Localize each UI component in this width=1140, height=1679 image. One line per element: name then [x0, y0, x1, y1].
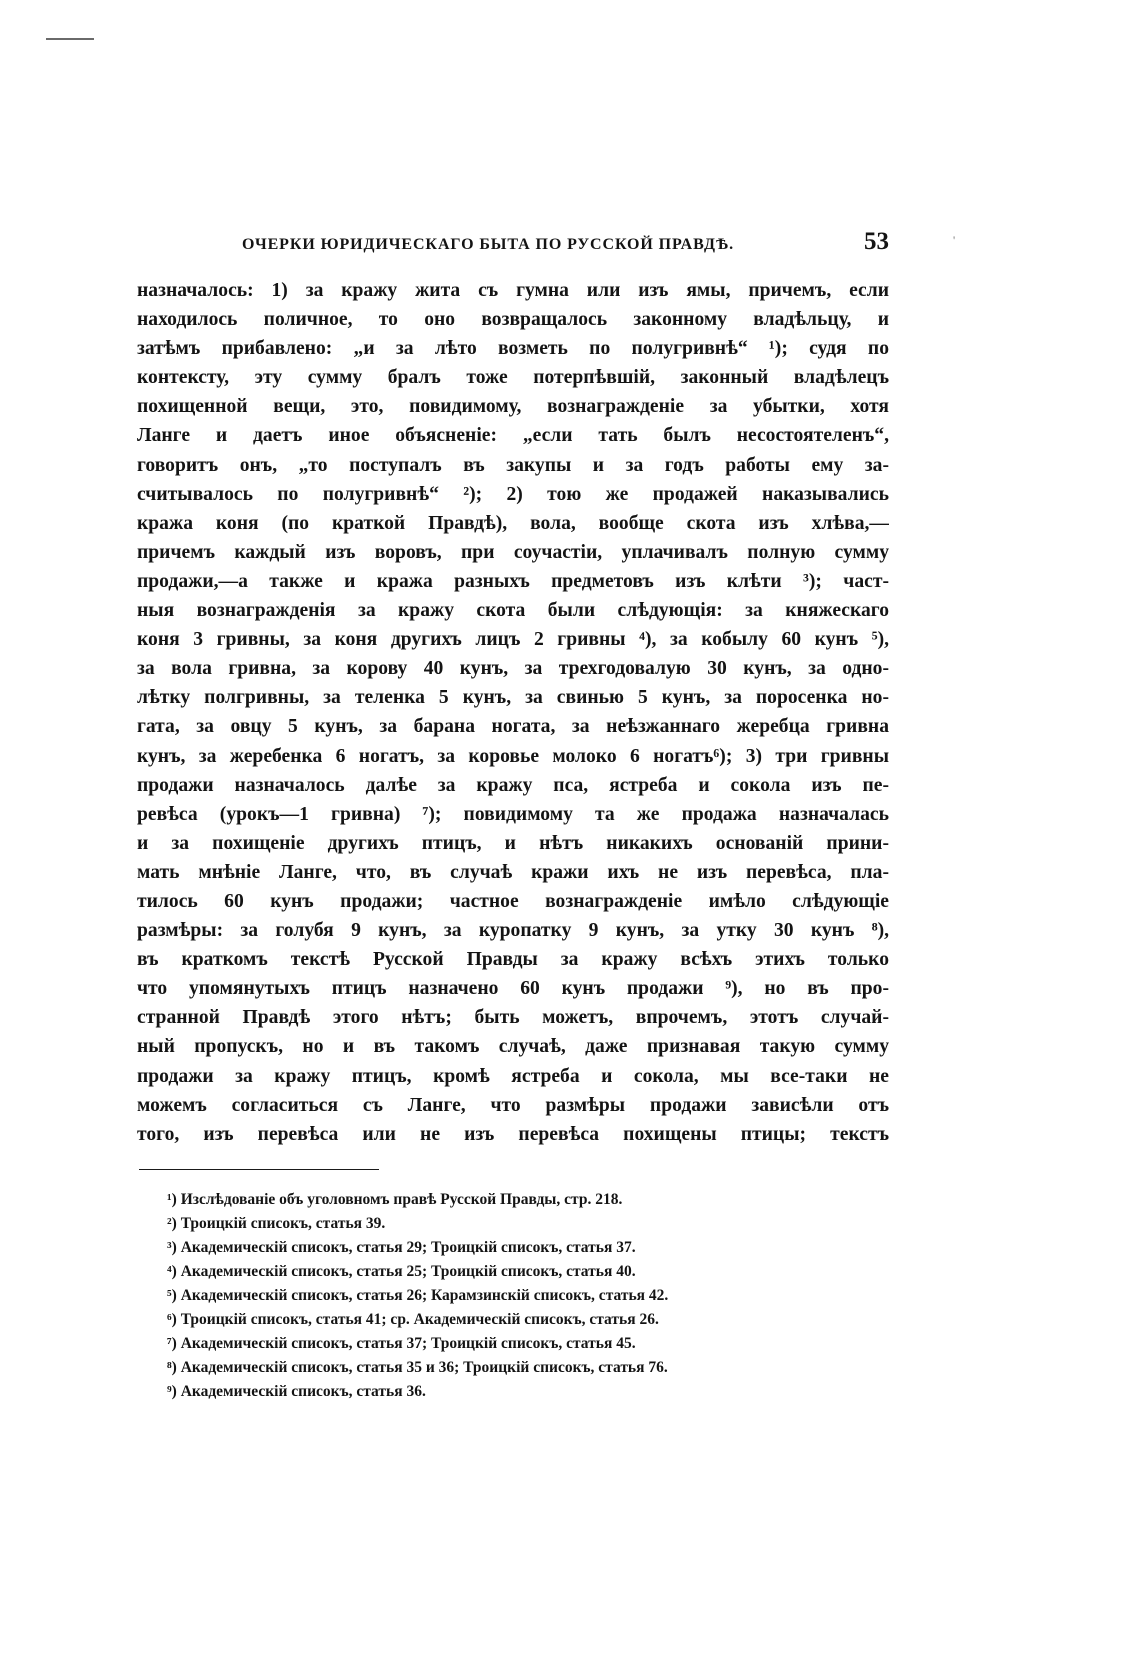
body-line: тилось 60 кунъ продажи; частное вознагражденіе имѣло слѣдующіе — [137, 890, 889, 912]
footnote-mark: ⁹) — [167, 1382, 177, 1400]
footnote-text: Академическій списокъ, статья 36. — [180, 1382, 426, 1400]
body-line: контексту, эту сумму бралъ тоже потерпѣвшій, законный владѣлецъ — [137, 367, 889, 389]
scan-edge-mark — [46, 38, 94, 40]
body-line: считывалось по полугривнѣ“ ²); 2) тою же продажей наказывались — [137, 483, 889, 505]
footnote — [167, 1356, 889, 1380]
footnote-mark: ³) — [167, 1238, 177, 1256]
footnote-text: Академическій списокъ, статья 35 и 36; Троицкій списокъ, статья 76. — [180, 1358, 668, 1376]
footnote — [167, 1380, 889, 1404]
body-line: затѣмъ прибавлено: „и за лѣто возметь по полугривнѣ“ ¹); судя по — [137, 338, 889, 360]
body-line: похищенной вещи, это, повидимому, вознагражденіе за убытки, хотя — [137, 396, 889, 418]
body-line: находилось поличное, то оно возвращалось законному владѣльцу, и — [137, 309, 889, 331]
footnote-text: Академическій списокъ, статья 26; Карамзинскій списокъ, статья 42. — [180, 1286, 669, 1304]
body-line: того, изъ перевѣса или не изъ перевѣса похищены птицы; текстъ — [137, 1123, 889, 1145]
body-line: гата, за овцу 5 кунъ, за барана ногата, за неѣзжаннаго жеребца гривна — [137, 716, 889, 738]
body-line: и за похищеніе другихъ птицъ, и нѣтъ никакихъ основаній прини- — [137, 832, 889, 854]
footnote-mark: ¹) — [167, 1190, 177, 1208]
body-line: Ланге и даетъ иное объясненіе: „если тать былъ несостоятеленъ“, — [137, 425, 889, 447]
body-line: назначалось: 1) за кражу жита съ гумна или изъ ямы, причемъ, если — [137, 280, 889, 301]
body-line: продажи назначалось далѣе за кражу пса, ястреба и сокола изъ пе- — [137, 774, 889, 796]
footnote — [167, 1308, 889, 1332]
footnote-text: Академическій списокъ, статья 25; Троицкій списокъ, статья 40. — [180, 1262, 636, 1280]
body-line: ревѣса (урокъ—1 гривна) ⁷); повидимому та же продажа назначалась — [137, 803, 889, 825]
body-line: что упомянутыхъ птицъ назначено 60 кунъ продажи ⁹), но въ про- — [137, 978, 889, 1000]
page-number: 53 — [864, 228, 889, 255]
footnote-mark: ⁷) — [167, 1334, 177, 1352]
body-line: коня 3 гривны, за коня другихъ лицъ 2 гривны ⁴), за кобылу 60 кунъ ⁵), — [137, 629, 889, 651]
footnote-rule — [139, 1169, 379, 1170]
body-line: въ краткомъ текстѣ Русской Правды за кражу всѣхъ этихъ только — [137, 949, 889, 971]
footnote-mark: ⁴) — [167, 1262, 177, 1280]
body-line: продажи,—а также и кража разныхъ предметовъ изъ клѣти ³); част- — [137, 570, 889, 592]
body-line: можемъ согласиться съ Ланге, что размѣры продажи зависѣли отъ — [137, 1094, 889, 1116]
running-head-title: ОЧЕРКИ ЮРИДИЧЕСКАГО БЫТА ПО РУССКОЙ ПРАВДѢ. — [242, 236, 734, 253]
footnote-mark: ⁵) — [167, 1286, 177, 1304]
footnote — [167, 1332, 889, 1356]
running-head — [137, 228, 889, 268]
body-line: кунъ, за жеребенка 6 ногатъ, за коровье молоко 6 ногатъ⁶); 3) три гривны — [137, 745, 889, 767]
body-line: продажи за кражу птицъ, кромѣ ястреба и сокола, мы все-таки не — [137, 1065, 889, 1087]
footnote-mark: ²) — [167, 1214, 177, 1232]
footnote — [167, 1284, 889, 1308]
body-line: кража коня (по краткой Правдѣ), вола, вообще скота изъ хлѣва,— — [137, 512, 889, 534]
footnote-text: Изслѣдованіе объ уголовномъ правѣ Русской Правды, стр. 218. — [180, 1190, 623, 1208]
scan-speck: ' — [953, 233, 956, 247]
footnote-text: Академическій списокъ, статья 29; Троицкій списокъ, статья 37. — [180, 1238, 636, 1256]
book-page — [137, 228, 889, 1404]
body-line: ныя вознагражденія за кражу скота были слѣдующія: за княжескаго — [137, 600, 889, 622]
footnote-mark: ⁸) — [167, 1358, 177, 1376]
footnote — [167, 1236, 889, 1260]
body-line: за вола гривна, за корову 40 кунъ, за трехгодовалую 30 кунъ, за одно- — [137, 658, 889, 680]
body-line: ный пропускъ, но и въ такомъ случаѣ, даже признавая такую сумму — [137, 1036, 889, 1058]
body-line: говоритъ онъ, „то поступалъ въ закупы и за годъ работы ему за- — [137, 454, 889, 476]
footnotes — [137, 1188, 889, 1404]
footnote — [167, 1260, 889, 1284]
footnote-text: Академическій списокъ, статья 37; Троицкій списокъ, статья 45. — [180, 1334, 636, 1352]
body-line: странной Правдѣ этого нѣтъ; быть можетъ, впрочемъ, этотъ случай- — [137, 1007, 889, 1029]
body-line: мать мнѣніе Ланге, что, въ случаѣ кражи ихъ не изъ перевѣса, пла- — [137, 861, 889, 883]
footnote-mark: ⁶) — [167, 1310, 177, 1328]
footnote — [167, 1212, 889, 1236]
body-text — [137, 276, 889, 1149]
footnote — [167, 1188, 889, 1212]
body-line: причемъ каждый изъ воровъ, при соучастіи, уплачивалъ полную сумму — [137, 541, 889, 563]
body-line: размѣры: за голубя 9 кунъ, за куропатку 9 кунъ, за утку 30 кунъ ⁸), — [137, 920, 889, 942]
footnote-text: Троицкій списокъ, статья 39. — [180, 1214, 386, 1232]
body-line: лѣтку полгривны, за теленка 5 кунъ, за свинью 5 кунъ, за поросенка но- — [137, 687, 889, 709]
footnote-text: Троицкій списокъ, статья 41; ср. Академическій списокъ, статья 26. — [180, 1310, 659, 1328]
